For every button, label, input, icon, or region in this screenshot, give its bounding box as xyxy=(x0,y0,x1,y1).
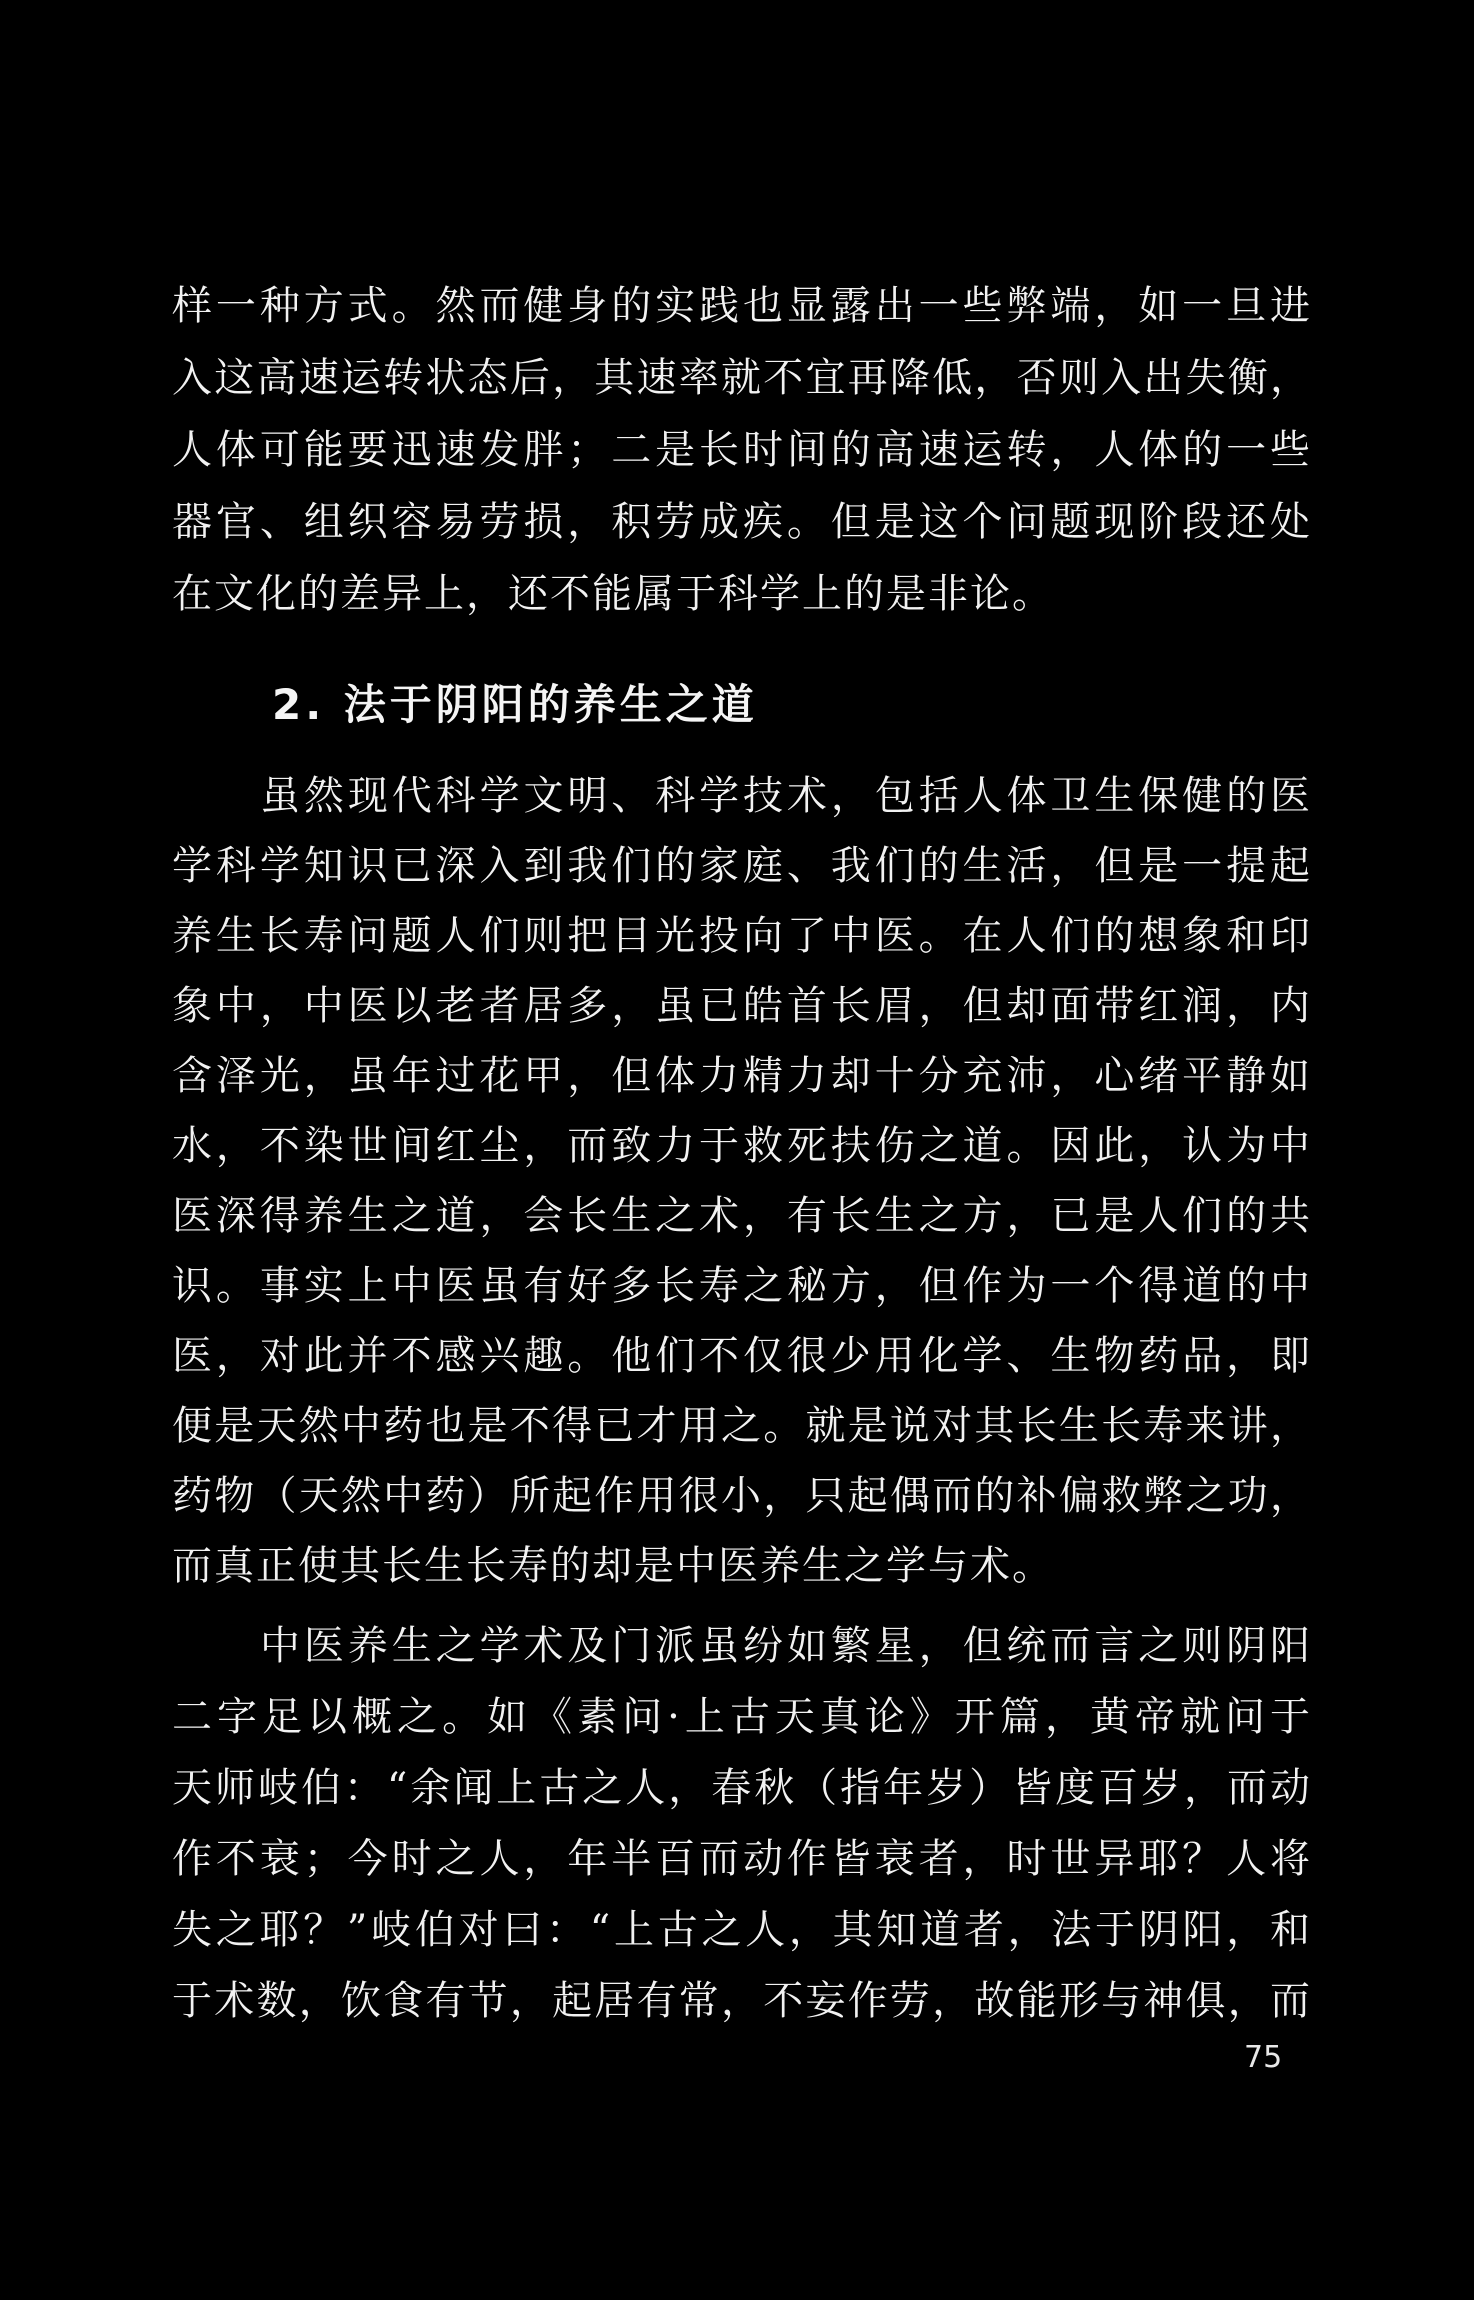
paragraph-yinyang xyxy=(172,1623,1312,2052)
paragraph-continuation xyxy=(172,283,1312,646)
text-line: 于术数，饮食有节，起居有常，不妄作劳，故能形与神俱，而 xyxy=(172,1978,1312,2024)
text-line: 医深得养生之道，会长生之术，有长生之方，已是人们的共 xyxy=(172,1193,1312,1239)
text-line: 象中，中医以老者居多，虽已皓首长眉，但却面带红润，内 xyxy=(172,983,1312,1029)
text-line: 中医养生之学术及门派虽纷如繁星，但统而言之则阴阳 xyxy=(260,1623,1312,1669)
text-line: 天师岐伯：“余闻上古之人，春秋（指年岁）皆度百岁，而动 xyxy=(172,1765,1312,1811)
text-line: 含泽光，虽年过花甲，但体力精力却十分充沛，心绪平静如 xyxy=(172,1053,1312,1099)
text-line: 而真正使其长生长寿的却是中医养生之学与术。 xyxy=(172,1543,1054,1589)
text-line: 水，不染世间红尘，而致力于救死扶伤之道。因此，认为中 xyxy=(172,1123,1312,1169)
text-line: 失之耶？”岐伯对曰：“上古之人，其知道者，法于阴阳，和 xyxy=(172,1907,1312,1953)
text-line: 入这高速运转状态后，其速率就不宜再降低，否则入出失衡， xyxy=(172,355,1312,401)
text-line: 样一种方式。然而健身的实践也显露出一些弊端，如一旦进 xyxy=(172,283,1312,329)
text-line: 学科学知识已深入到我们的家庭、我们的生活，但是一提起 xyxy=(172,843,1312,889)
text-line: 作不衰；今时之人，年半百而动作皆衰者，时世异耶？人将 xyxy=(172,1836,1312,1882)
text-line: 虽然现代科学文明、科学技术，包括人体卫生保健的医 xyxy=(260,773,1312,819)
page-number: 75 xyxy=(1244,2040,1283,2075)
text-line: 药物（天然中药）所起作用很小，只起偶而的补偏救弊之功， xyxy=(172,1473,1312,1519)
text-line: 识。事实上中医虽有好多长寿之秘方，但作为一个得道的中 xyxy=(172,1263,1312,1309)
text-line: 在文化的差异上，还不能属于科学上的是非论。 xyxy=(172,571,1054,617)
text-line: 二字足以概之。如《素问·上古天真论》开篇，黄帝就问于 xyxy=(172,1694,1312,1740)
text-line: 养生长寿问题人们则把目光投向了中医。在人们的想象和印 xyxy=(172,913,1312,959)
paragraph-main xyxy=(172,773,1312,1616)
section-heading: 2. 法于阴阳的养生之道 xyxy=(272,680,758,729)
text-line: 器官、组织容易劳损，积劳成疾。但是这个问题现阶段还处 xyxy=(172,499,1312,545)
text-line: 人体可能要迅速发胖；二是长时间的高速运转，人体的一些 xyxy=(172,427,1312,473)
text-line: 医，对此并不感兴趣。他们不仅很少用化学、生物药品，即 xyxy=(172,1333,1312,1379)
text-line: 便是天然中药也是不得已才用之。就是说对其长生长寿来讲， xyxy=(172,1403,1312,1449)
